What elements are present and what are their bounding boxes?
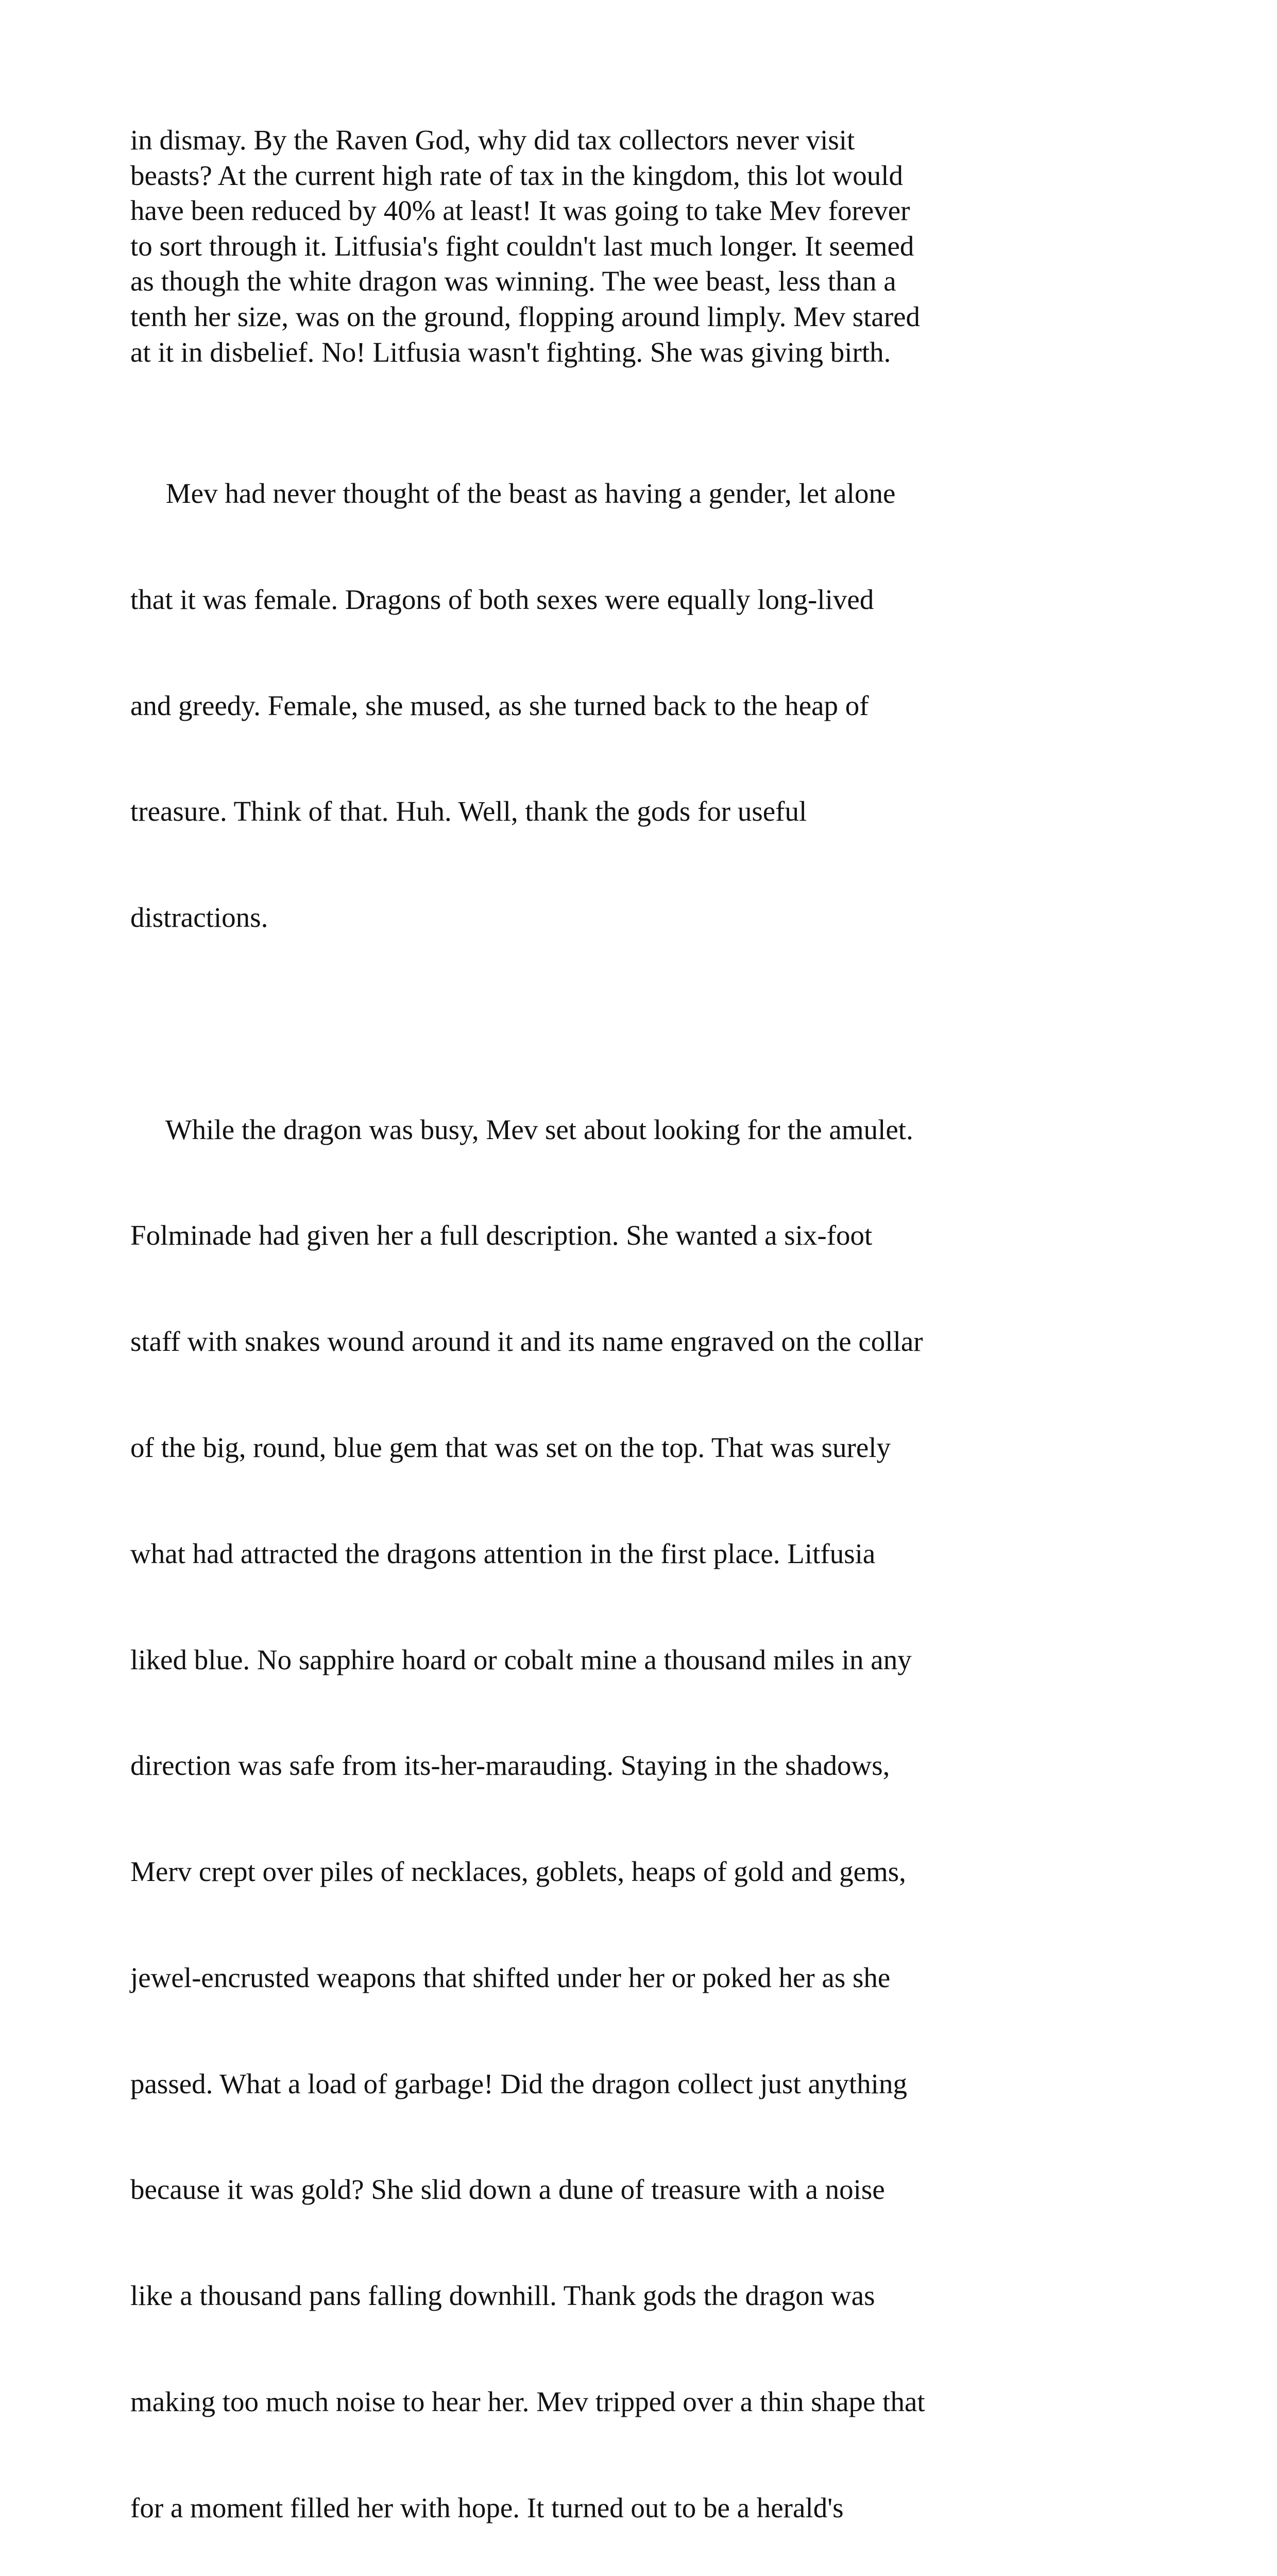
paragraph — [130, 1041, 1037, 2576]
text-line: tenth her size, was on the ground, flopping around limply. Mev stared — [130, 300, 921, 332]
text-line: have been reduced by 40% at least! It was going to take Mev forever — [130, 195, 910, 227]
text-line: for a moment filled her with hope. It turned out to be a herald's — [130, 2492, 844, 2523]
paragraph — [130, 405, 1037, 1006]
text-line: what had attracted the dragons attention in the first place. Litfusia — [130, 1537, 876, 1569]
text-line: like a thousand pans falling downhill. Thank gods the dragon was — [130, 2280, 875, 2312]
text-line: making too much noise to hear her. Mev tripped over a thin shape that — [130, 2386, 925, 2417]
text-line: treasure. Think of that. Huh. Well, thank the gods for useful — [130, 795, 807, 827]
text-line: to sort through it. Litfusia's fight couldn't last much longer. It seemed — [130, 230, 914, 262]
body-text — [130, 123, 1037, 2576]
text-line: of the big, round, blue gem that was set on the top. That was surely — [130, 1431, 891, 1463]
paragraph — [130, 123, 1037, 370]
text-line: as though the white dragon was winning. The wee beast, less than a — [130, 265, 896, 297]
text-line: Merv crept over piles of necklaces, goblets, heaps of gold and gems, — [130, 1856, 906, 1888]
text-line: in dismay. By the Raven God, why did tax collectors never visit — [130, 124, 855, 156]
text-line: direction was safe from its-her-marauding. Staying in the shadows, — [130, 1750, 890, 1782]
text-line: beasts? At the current high rate of tax in the kingdom, this lot would — [130, 159, 903, 191]
text-line: While the dragon was busy, Mev set about looking for the amulet. — [130, 1113, 913, 1145]
text-line: passed. What a load of garbage! Did the dragon collect just anything — [130, 2067, 907, 2099]
text-line: Mev had never thought of the beast as having a gender, let alone — [130, 477, 896, 509]
text-line: staff with snakes wound around it and its name engraved on the collar — [130, 1326, 923, 1358]
text-line: distractions. — [130, 902, 268, 934]
text-line: liked blue. No sapphire hoard or cobalt mine a thousand miles in any — [130, 1643, 912, 1675]
text-line: jewel-encrusted weapons that shifted under her or poked her as she — [130, 1961, 891, 1993]
text-line: at it in disbelief. No! Litfusia wasn't fighting. She was giving birth. — [130, 336, 891, 368]
text-line: because it was gold? She slid down a dune of treasure with a noise — [130, 2174, 885, 2206]
text-line: and greedy. Female, she mused, as she turned back to the heap of — [130, 689, 869, 721]
text-line: Folminade had given her a full description. She wanted a six-foot — [130, 1219, 873, 1251]
paragraph-spacer — [130, 1006, 1037, 1042]
paragraph-spacer — [130, 370, 1037, 405]
text-line: that it was female. Dragons of both sexes were equally long-lived — [130, 583, 874, 615]
